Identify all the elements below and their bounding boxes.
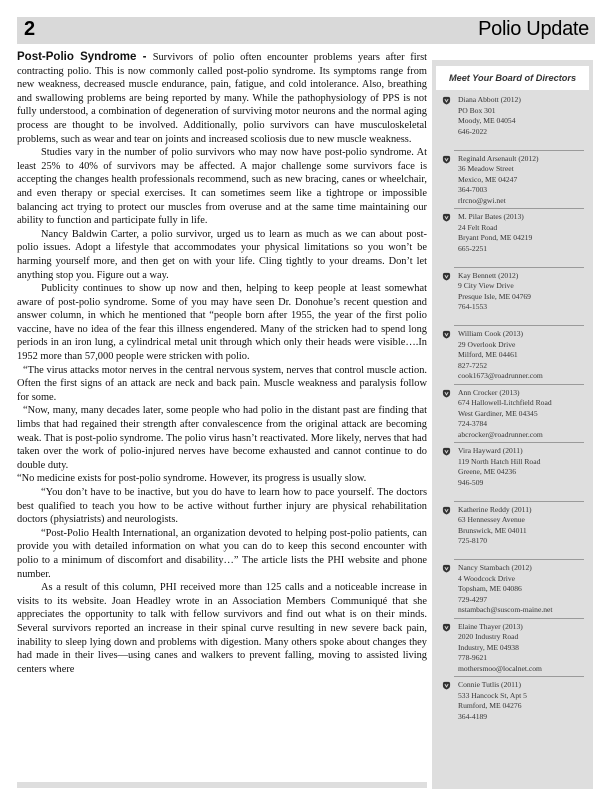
board-member-info bbox=[458, 563, 588, 616]
member-detail: 827-7252 bbox=[458, 360, 488, 370]
article-paragraph: Publicity continues to show up now and then, helping to keep people at least somewhat aware of post-polio syndrome. Some of you may have seen Dr. Donohue’s recent question and answer column, in which he mentioned that “people born after 1955, the year of the first polio vaccine, have no idea of the fear this illness engendered. Many of the stricken had to spend long periods in an iron lung, a cylindrical metal unit through which only their heads were visible….In 1952 more than 57,000 people were stricken with polio. bbox=[17, 283, 427, 363]
board-member bbox=[436, 154, 589, 213]
board-member bbox=[436, 388, 589, 447]
member-detail: Greene, ME 04236 bbox=[458, 467, 516, 477]
board-member-info bbox=[458, 329, 588, 382]
member-detail: 4 Woodcock Drive bbox=[458, 573, 516, 583]
board-member bbox=[436, 95, 589, 154]
member-divider bbox=[454, 676, 584, 677]
pointing-hand-icon bbox=[442, 623, 451, 632]
newsletter-title: Polio Update bbox=[478, 18, 589, 40]
member-name: M. Pilar Bates (2013) bbox=[458, 212, 524, 221]
member-detail: abcrocker@roadrunner.com bbox=[458, 429, 543, 439]
article-paragraph: “Now, many, many decades later, some people who had polio in the distant past are finding that limbs that had regained their strength after convalescence from the original attack are becoming weak. That is post-polio syndrome. The polio virus hasn’t reactivated. More likely, nerves that had taken over the work of polio-injured nerves have become exhausted and cannot continue to do double duty. bbox=[17, 405, 427, 471]
page-header bbox=[17, 17, 595, 44]
board-member-info bbox=[458, 505, 588, 547]
member-detail: 724-3784 bbox=[458, 419, 488, 429]
article-paragraph: “No medicine exists for post-polio syndrome. However, its progress is usually slow. bbox=[17, 473, 367, 485]
board-member-info bbox=[458, 154, 588, 207]
member-detail: 533 Hancock St, Apt 5 bbox=[458, 690, 527, 700]
member-divider bbox=[454, 384, 584, 385]
member-detail: Rumford, ME 04276 bbox=[458, 701, 522, 711]
board-member bbox=[436, 563, 589, 622]
member-divider bbox=[454, 150, 584, 151]
article-paragraph: As a result of this column, PHI received more than 125 calls and a noticeable increase in visits to its website. Joan Headley wrote in an Association Members Communiqué that she appreciates the opportunity to talk with fellow survivors and find out what is on their minds. Several survivors reported an increase in their spinal curve resulting in new severe back pain, inability to sleep lying down and problems with digestion. Many others spoke about changes they had made in their lives—using canes and walkers to prevent falling, moving to assisted living centers where bbox=[17, 582, 427, 675]
article-post-polio-syndrome bbox=[17, 51, 427, 676]
member-divider bbox=[454, 618, 584, 619]
pointing-hand-icon bbox=[442, 681, 451, 690]
member-detail: 778-9621 bbox=[458, 653, 488, 663]
member-detail: Bryant Pond, ME 04219 bbox=[458, 233, 533, 243]
board-member-info bbox=[458, 95, 588, 137]
article-paragraph: Studies vary in the number of polio survivors who may now have post-polio syndrome. At least 25% to 40% of survivors may be affected. A major challenge some survivors face is accepting the changes health professionals recommend, such as new bracing, canes or wheelchair, and even therapy or special exercises. It can sometimes seem like a tightrope or impossible balancing act trying to protect our muscles from overuse and at the same time maintaining our ability to function and participate fully in life. bbox=[17, 147, 427, 227]
member-detail: 2020 Industry Road bbox=[458, 632, 519, 642]
member-detail: nstambach@suscom-maine.net bbox=[458, 605, 553, 615]
article-paragraph: “The virus attacks motor nerves in the central nervous system, nerves that control muscle action. Often the first signs of an attack are neck and back pain. Muscle weakness and paralysis follow for some. bbox=[17, 364, 427, 403]
board-member bbox=[436, 505, 589, 564]
member-detail: Milford, ME 04461 bbox=[458, 350, 518, 360]
board-member-list bbox=[436, 95, 589, 739]
pointing-hand-icon bbox=[442, 155, 451, 164]
board-member bbox=[436, 212, 589, 271]
article-heading: Post-Polio Syndrome - bbox=[17, 51, 153, 63]
member-detail: West Gardiner, ME 04345 bbox=[458, 408, 538, 418]
member-name: Vira Hayward (2011) bbox=[458, 446, 523, 455]
pointing-hand-icon bbox=[442, 506, 451, 515]
member-name: Diana Abbott (2012) bbox=[458, 95, 521, 104]
member-name: Kay Bennett (2012) bbox=[458, 270, 519, 280]
member-name: Katherine Reddy (2011) bbox=[458, 504, 532, 514]
member-name: Nancy Stambach (2012) bbox=[458, 563, 532, 572]
member-detail: 364-4189 bbox=[458, 711, 488, 721]
member-divider bbox=[454, 442, 584, 443]
member-name: William Cook (2013) bbox=[458, 329, 524, 338]
board-member-info bbox=[458, 388, 588, 441]
page-number: 2 bbox=[24, 18, 36, 40]
board-member-info bbox=[458, 212, 588, 254]
board-member-info bbox=[458, 622, 588, 675]
member-divider bbox=[454, 501, 584, 502]
member-detail: Presque Isle, ME 04769 bbox=[458, 291, 531, 301]
article-bottom-bar bbox=[17, 782, 427, 788]
board-sidebar bbox=[432, 60, 593, 789]
member-detail: cook1673@roadrunner.com bbox=[458, 371, 543, 381]
article-paragraph: “You don’t have to be inactive, but you do have to learn how to pace yourself. The doctors best qualified to teach you how to be active without further injury are physical rehabilitation doctors (physiatrists) and neurologists. bbox=[17, 487, 427, 526]
member-name: Connie Tutlis (2011) bbox=[458, 680, 522, 689]
article-paragraph: “Post-Polio Health International, an organization devoted to helping post-polio patients, can provide you with detailed information on what you can do to keep this second encounter with polio to a minimum of discomfort and disability…” The article lists the PHI website and phone number. bbox=[17, 527, 427, 580]
member-detail: Brunswick, ME 04011 bbox=[458, 525, 527, 535]
article-paragraph: Post-Polio Syndrome - Survivors of polio often encounter problems years after first contracting polio. This is now commonly called post-polio syndrome. Its symptoms range from new weakness, decreased muscle endurance, pain, fatigue, and cold intolerance. Also, breathing and swallowing problems are being reported by many. While the pathophysiology of PPS is not fully understood, a combination of degeneration of surviving motor neurons and the normal aging process are thought to be involved. Additionally, polio survivors can have musculoskeletal problems, such as wear and tear on joints and increased scoliosis due to new muscle weakness. bbox=[17, 51, 428, 145]
member-name: Ann Crocker (2013) bbox=[458, 387, 520, 397]
board-member bbox=[436, 680, 589, 739]
member-detail: 364-7003 bbox=[458, 185, 488, 195]
member-detail: Moody, ME 04054 bbox=[458, 116, 516, 126]
board-member bbox=[436, 622, 589, 681]
board-member-info bbox=[458, 446, 588, 488]
member-divider bbox=[454, 208, 584, 209]
pointing-hand-icon bbox=[442, 564, 451, 573]
board-member bbox=[436, 329, 589, 388]
article-paragraph: Nancy Baldwin Carter, a polio survivor, urged us to learn as much as we can about post-polio issues. Adopt a lifestyle that accommodates your physical limitations so you won’t be harming yourself more, and then get on with your life. Cling tightly to your dreams. Don’t let anything stop you. Figure out a way. bbox=[17, 228, 427, 281]
member-detail: Industry, ME 04938 bbox=[458, 642, 519, 652]
member-detail: 764-1553 bbox=[458, 302, 488, 312]
member-detail: 946-509 bbox=[458, 477, 484, 487]
member-divider bbox=[454, 267, 584, 268]
member-detail: 665-2251 bbox=[458, 243, 488, 253]
member-detail: Topsham, ME 04086 bbox=[458, 584, 522, 594]
pointing-hand-icon bbox=[442, 213, 451, 222]
board-member-info bbox=[458, 680, 588, 722]
member-detail: 729-4297 bbox=[458, 594, 488, 604]
board-member-info bbox=[458, 271, 588, 313]
pointing-hand-icon bbox=[442, 389, 451, 398]
member-detail: 9 City View Drive bbox=[458, 281, 514, 291]
pointing-hand-icon bbox=[442, 96, 451, 105]
sidebar-title: Meet Your Board of Directors bbox=[436, 66, 589, 90]
member-detail: rlrcno@gwi.net bbox=[458, 195, 506, 205]
member-detail: mothersmoo@localnet.com bbox=[458, 663, 542, 673]
member-detail: 119 North Hatch Hill Road bbox=[458, 456, 541, 466]
member-detail: 646-2022 bbox=[458, 126, 488, 136]
member-divider bbox=[454, 325, 584, 326]
pointing-hand-icon bbox=[442, 447, 451, 456]
member-detail: Mexico, ME 04247 bbox=[458, 174, 518, 184]
member-detail: 63 Hennessey Avenue bbox=[458, 515, 525, 525]
member-detail: 725-8170 bbox=[458, 536, 488, 546]
member-detail: 24 Felt Road bbox=[458, 222, 498, 232]
board-member bbox=[436, 271, 589, 330]
member-detail: 29 Overlook Drive bbox=[458, 339, 516, 349]
pointing-hand-icon bbox=[442, 272, 451, 281]
board-member bbox=[436, 446, 589, 505]
member-name: Elaine Thayer (2013) bbox=[458, 621, 523, 631]
member-detail: 36 Meadow Street bbox=[458, 164, 514, 174]
member-name: Reginald Arsenault (2012) bbox=[458, 153, 539, 163]
member-detail: 674 Hallowell-Litchfield Road bbox=[458, 398, 552, 408]
member-divider bbox=[454, 559, 584, 560]
pointing-hand-icon bbox=[442, 330, 451, 339]
member-detail: PO Box 301 bbox=[458, 105, 496, 115]
